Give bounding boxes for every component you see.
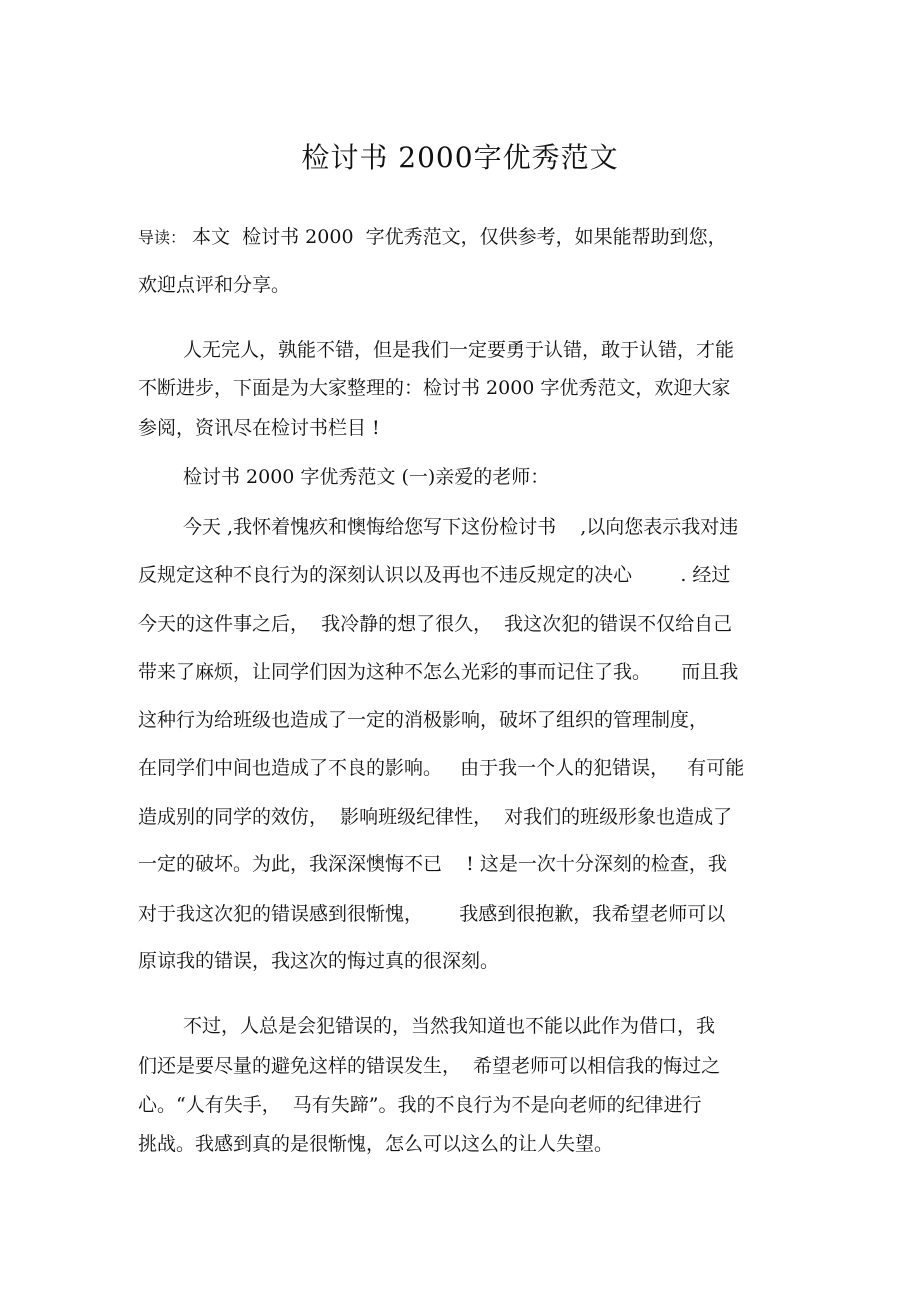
intro-text: 本文 检讨书 2000 字优秀范文，仅供参考，如果能帮助到您， — [186, 226, 727, 248]
para3-line-3: 今天的这件事之后， 我冷静的想了很久， 我这次犯的错误不仅给自己 — [138, 613, 733, 635]
para3-line-1: 今天 ,我怀着愧疚和懊悔给您写下这份检讨书 ,以向您表示我对违 — [183, 516, 739, 538]
para3-line-7: 造成别的同学的效仿， 影响班级纪律性， 对我们的班级形象也造成了 — [138, 806, 733, 828]
para3-line-8: 一定的破坏。为此，我深深懊悔不已 ! 这是一次十分深刻的检查，我 — [138, 853, 727, 875]
para3-line-4: 带来了麻烦，让同学们因为这种不怎么光彩的事而记住了我。 而且我 — [138, 661, 739, 683]
para3-line-5: 这种行为给班级也造成了一定的消极影响，破坏了组织的管理制度， — [138, 709, 709, 731]
document-title: 检讨书 2000字优秀范文 — [301, 141, 619, 174]
para3-line-2: 反规定这种不良行为的深刻认识以及再也不违反规定的决心 . 经过 — [138, 564, 731, 586]
para4-line-3: 心。“人有失手， 马有失蹄”。我的不良行为不是向老师的纪律进行 — [138, 1094, 702, 1116]
para3-line-10: 原谅我的错误，我这次的悔过真的很深刻。 — [138, 950, 500, 972]
para1-line-3: 参阅，资讯尽在检讨书栏目 ! — [138, 417, 380, 439]
para4-line-2: 们还是要尽量的避免这样的错误发生， 希望老师可以相信我的悔过之 — [138, 1055, 721, 1077]
intro-line-2: 欢迎点评和分享。 — [138, 274, 291, 296]
para3-line-6: 在同学们中间也造成了不良的影响。 由于我一个人的犯错误， 有可能 — [138, 757, 745, 779]
para3-line-9: 对于我这次犯的错误感到很惭愧， 我感到很抱歉，我希望老师可以 — [138, 903, 726, 925]
intro-label: 导读： — [138, 228, 187, 247]
intro-line-1 — [138, 225, 788, 250]
para4-line-1: 不过，人总是会犯错误的，当然我知道也不能以此作为借口，我 — [183, 1015, 716, 1037]
para2-line-1: 检讨书 2000 字优秀范文 (一)亲爱的老师： — [183, 466, 550, 488]
para1-line-1: 人无完人，孰能不错，但是我们一定要勇于认错，敢于认错，才能 — [183, 339, 735, 361]
para1-line-2: 不断进步，下面是为大家整理的：检讨书 2000 字优秀范文，欢迎大家 — [138, 377, 731, 399]
para4-line-4: 挑战。我感到真的是很惭愧，怎么可以这么的让人失望。 — [138, 1133, 614, 1155]
